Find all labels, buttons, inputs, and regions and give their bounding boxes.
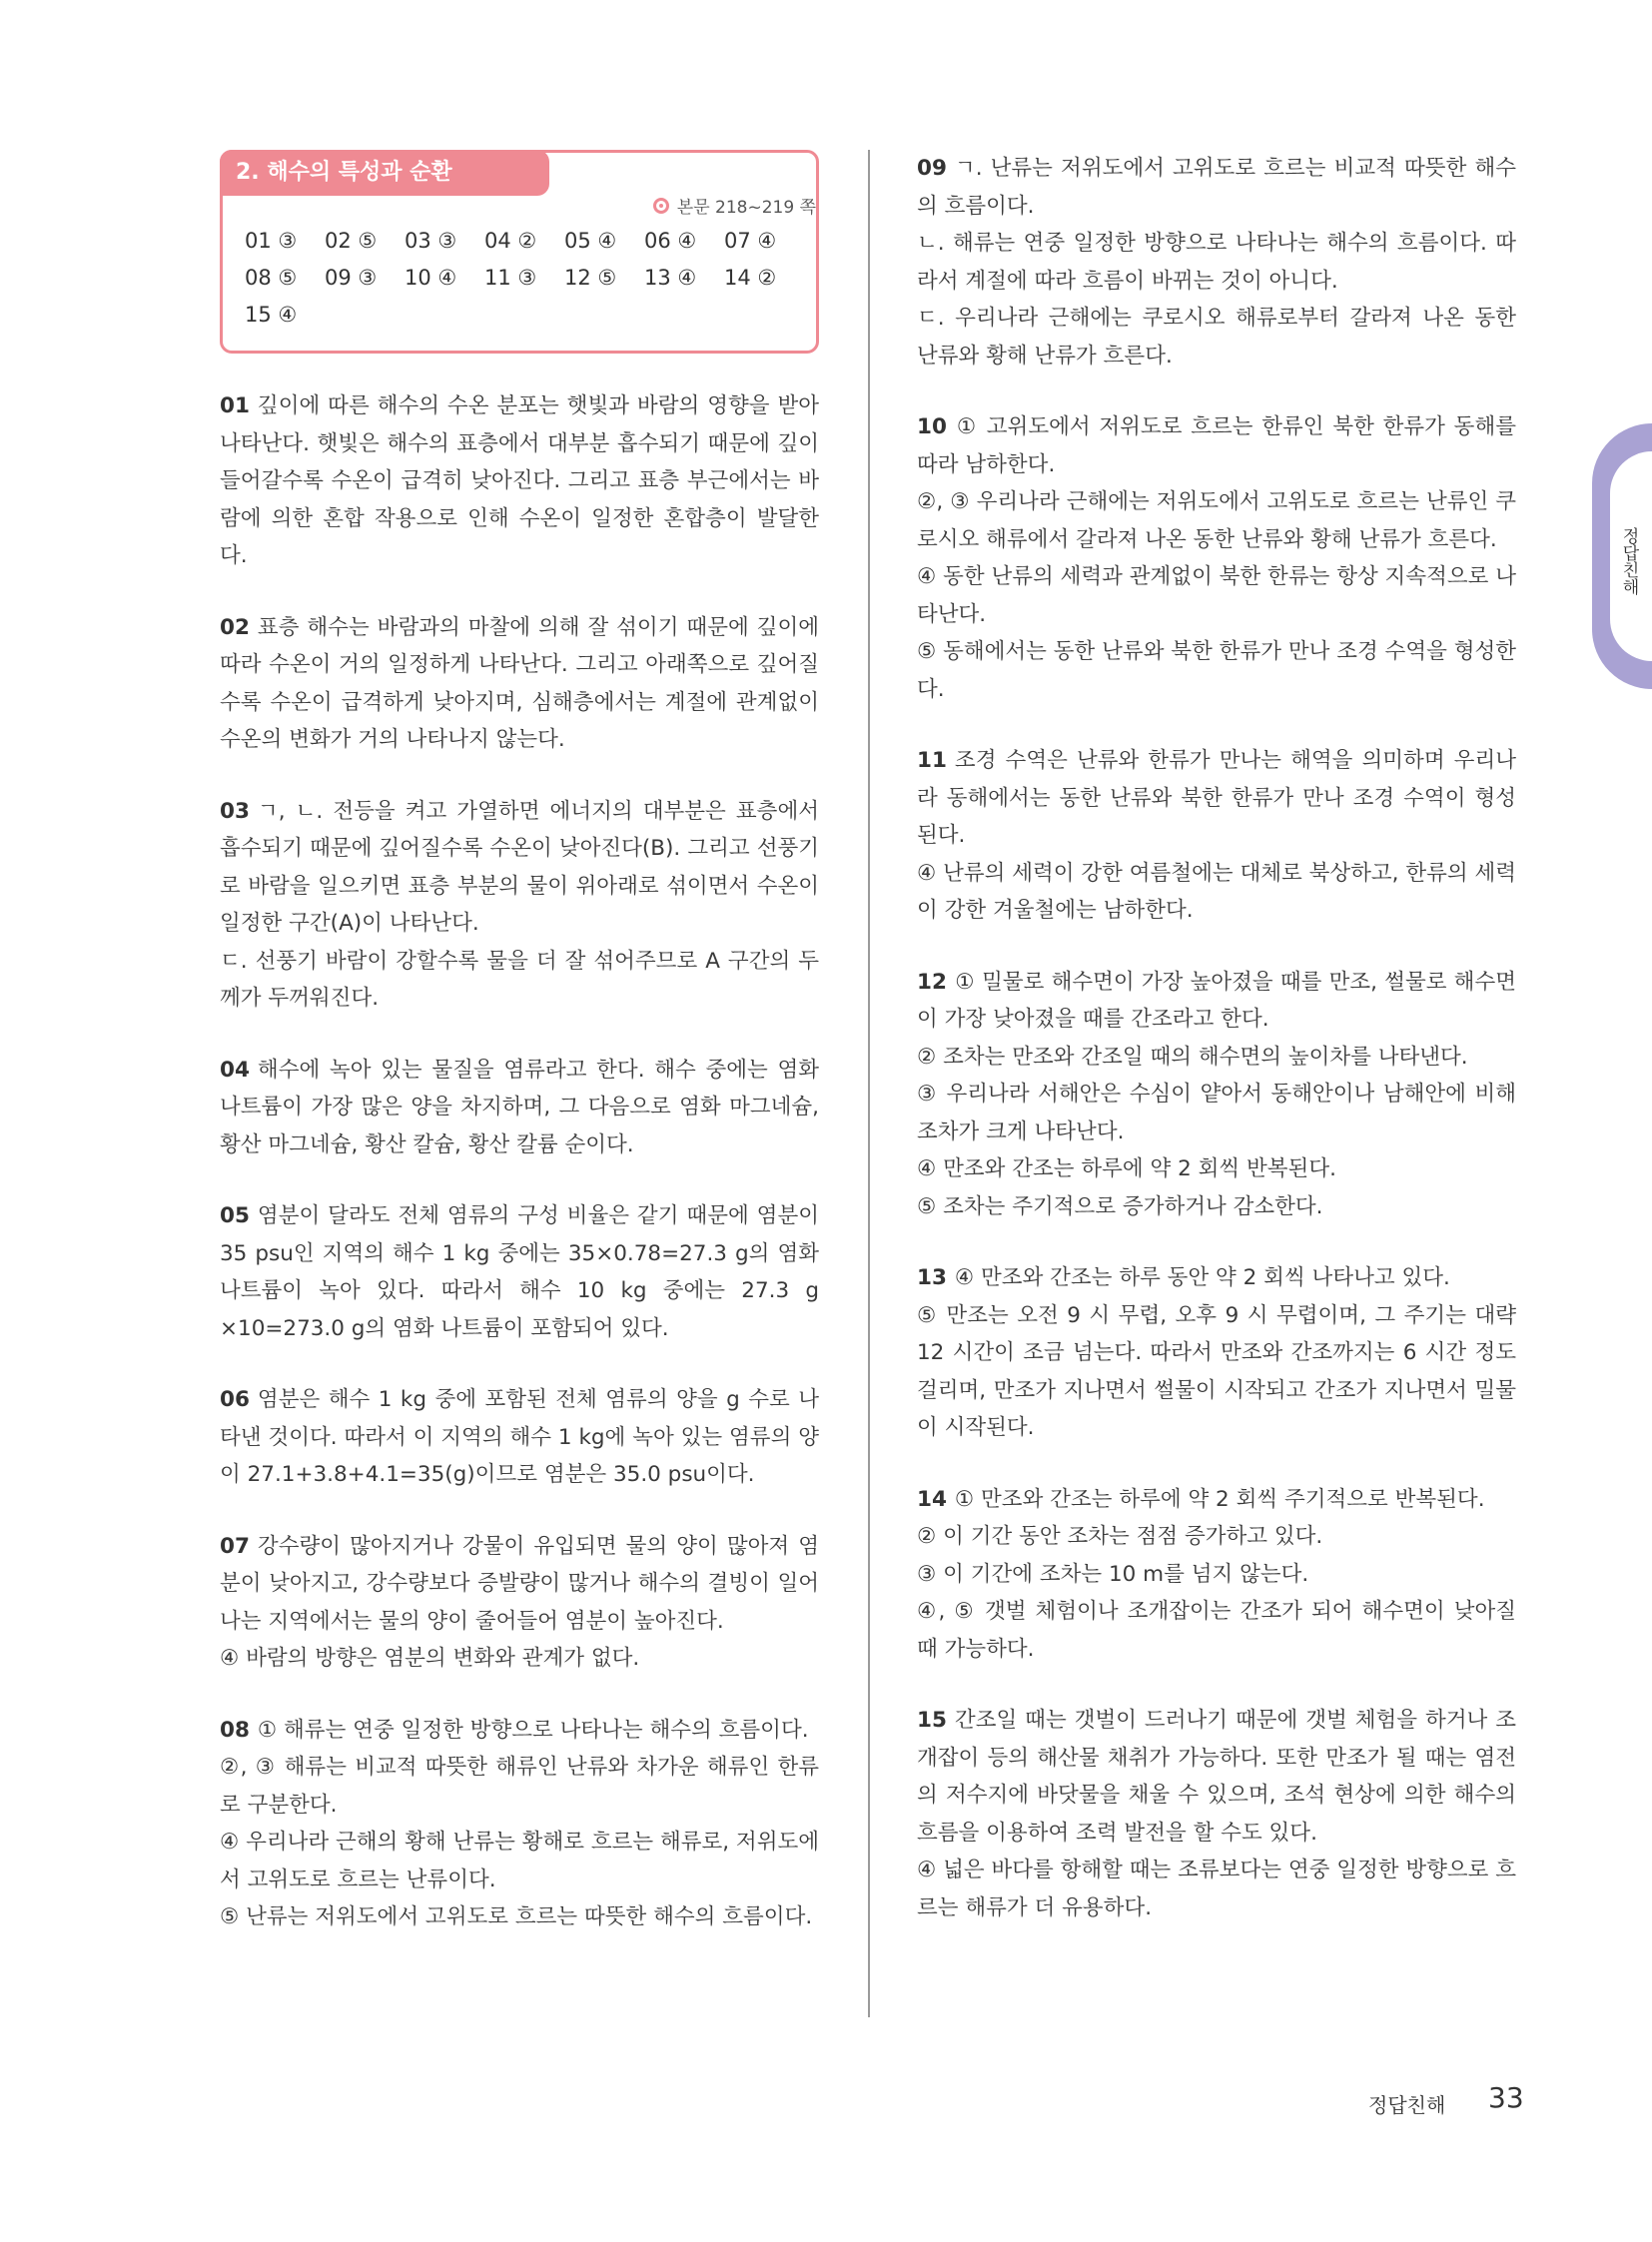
answer-entry: 13 ④ — [644, 266, 697, 290]
explanation-paragraph — [917, 1076, 1516, 1150]
explanation-text: 염분이 달라도 전체 염류의 구성 비율은 같기 때문에 염분이 35 psu인 지역의 해수 1 kg 중에는 35×0.78=27.3 g의 염화 나트륨이 녹아 있다. 따라서 해수 10 kg 중에는 27.3 g ×10=273.0 g의 염화 나트륨이 포함되어 있다. — [220, 1203, 819, 1341]
question-number: 04 — [220, 1057, 250, 1083]
explanation-text: ④ 동한 난류의 세력과 관계없이 북한 한류는 항상 지속적으로 나타난다. — [917, 564, 1517, 627]
answer-entry: 03 ③ — [405, 229, 457, 253]
explanation-text: 조경 수역은 난류와 한류가 만나는 해역을 의미하며 우리나라 동해에서는 동한 난류와 북한 한류가 만나 조경 수역이 형성된다. — [917, 748, 1516, 848]
answer-row — [245, 266, 804, 303]
explanation-text: ④ 넓은 바다를 항해할 때는 조류보다는 연중 일정한 방향으로 흐르는 해류가 더 유용하다. — [917, 1858, 1517, 1920]
bullet-icon — [653, 198, 669, 214]
explanation-paragraph — [220, 1898, 819, 1936]
question-number: 03 — [220, 798, 250, 824]
question-number: 14 — [917, 1486, 947, 1512]
answer-entry: 01 ③ — [245, 229, 298, 253]
explanation-list-left — [220, 387, 819, 1936]
explanation-text: ③ 이 기간에 조차는 10 m를 넘지 않는다. — [917, 1561, 1309, 1587]
answer-entry: 02 ⑤ — [325, 229, 378, 253]
explanation-paragraph — [917, 1481, 1516, 1519]
answer-entry: 08 ⑤ — [245, 266, 298, 290]
explanation-text: ① 밀물로 해수면이 가장 높아졌을 때를 만조, 썰물로 해수면이 가장 낮아졌을 때를 간조라고 한다. — [917, 969, 1516, 1032]
explanation-text: ④ 바람의 방향은 염분의 변화와 관계가 없다. — [220, 1646, 640, 1671]
question-number: 15 — [917, 1708, 947, 1733]
explanation-paragraph — [220, 1381, 819, 1494]
explanation-paragraph — [917, 1259, 1516, 1297]
explanation-paragraph — [917, 150, 1516, 225]
explanation-text: ㄷ. 선풍기 바람이 강할수록 물을 더 잘 섞어주므로 A 구간의 두께가 두꺼워진다. — [220, 948, 819, 1011]
explanation-paragraph — [917, 855, 1516, 930]
explanation-text: 강수량이 많아지거나 강물이 유입되면 물의 양이 많아져 염분이 낮아지고, 강수량보다 증발량이 많거나 해수의 결빙이 일어나는 지역에서는 물의 양이 줄어들어 염분이 높아진다. — [220, 1533, 819, 1634]
explanation-paragraph — [917, 742, 1516, 855]
explanation-item — [917, 964, 1516, 1226]
answer-entry: 14 ② — [724, 266, 777, 290]
explanation-item — [220, 793, 819, 1018]
explanation-paragraph — [220, 943, 819, 1018]
explanation-text: ㄱ, ㄴ. 전등을 켜고 가열하면 에너지의 대부분은 표층에서 흡수되기 때문에 깊어질수록 수온이 낮아진다(B). 그리고 선풍기로 바람을 일으키면 표층 부분의 물이 위아래로 섞이면서 수온이 일정한 구간(A)이 나타난다. — [220, 798, 819, 936]
explanation-text: ㄱ. 난류는 저위도에서 고위도로 흐르는 비교적 따뜻한 해수의 흐름이다. — [917, 156, 1516, 219]
explanation-text: ① 만조와 간조는 하루에 약 2 회씩 주기적으로 반복된다. — [954, 1486, 1485, 1512]
explanation-text: ① 해류는 연중 일정한 방향으로 나타나는 해수의 흐름이다. — [257, 1717, 809, 1743]
explanation-item — [220, 1712, 819, 1936]
explanation-text: ② 이 기간 동안 조차는 점점 증가하고 있다. — [917, 1524, 1323, 1549]
answer-entry: 11 ③ — [484, 266, 537, 290]
explanation-item — [917, 150, 1516, 374]
explanation-paragraph — [220, 1052, 819, 1164]
explanation-paragraph — [917, 300, 1516, 374]
side-tab-label: 정답친해 — [1618, 527, 1639, 595]
explanation-text: 염분은 해수 1 kg 중에 포함된 전체 염류의 양을 g 수로 나타낸 것이다. 따라서 이 지역의 해수 1 kg에 녹아 있는 염류의 양이 27.1+3.8+4.1=35(g)이므로 염분은 35.0 psu이다. — [220, 1387, 819, 1487]
explanation-item — [917, 408, 1516, 708]
explanation-text: ③ 우리나라 서해안은 수심이 얕아서 동해안이나 남해안에 비해 조차가 크게 나타난다. — [917, 1082, 1516, 1144]
explanation-paragraph — [917, 1150, 1516, 1188]
question-number: 09 — [917, 156, 947, 181]
answer-entry: 05 ④ — [564, 229, 617, 253]
explanation-paragraph — [220, 1712, 819, 1750]
explanation-paragraph — [220, 1749, 819, 1824]
answer-entry: 04 ② — [484, 229, 537, 253]
answer-row — [245, 303, 804, 340]
explanation-text: 해수에 녹아 있는 물질을 염류라고 한다. 해수 중에는 염화 나트륨이 가장 많은 양을 차지하며, 그 다음으로 염화 마그네슘, 황산 마그네슘, 황산 칼슘, 황산 칼륨 순이다. — [220, 1057, 819, 1157]
explanation-text: ②, ③ 우리나라 근해에는 저위도에서 고위도로 흐르는 난류인 쿠로시오 해류에서 갈라져 나온 동한 난류와 황해 난류가 흐른다. — [917, 489, 1516, 552]
explanation-text: ②, ③ 해류는 비교적 따뜻한 해류인 난류와 차가운 해류인 한류로 구분한다. — [220, 1755, 819, 1818]
explanation-paragraph — [917, 1518, 1516, 1556]
explanation-paragraph — [220, 1824, 819, 1898]
explanation-item — [220, 1528, 819, 1678]
question-number: 08 — [220, 1717, 250, 1743]
explanation-paragraph — [220, 1640, 819, 1678]
left-column — [220, 150, 819, 1936]
explanation-paragraph — [917, 1188, 1516, 1226]
explanation-paragraph — [917, 1297, 1516, 1447]
column-divider — [868, 150, 870, 2017]
explanation-paragraph — [917, 1852, 1516, 1926]
explanation-text: ⑤ 난류는 저위도에서 고위도로 흐르는 따뜻한 해수의 흐름이다. — [220, 1904, 813, 1929]
explanation-paragraph — [917, 483, 1516, 558]
explanation-paragraph — [220, 1197, 819, 1347]
explanation-paragraph — [917, 1556, 1516, 1594]
explanation-text: 깊이에 따른 해수의 수온 분포는 햇빛과 바람의 영향을 받아 나타난다. 햇빛은 해수의 표층에서 대부분 흡수되기 때문에 깊이 들어갈수록 수온이 급격히 낮아진다. 그리고 표층 부근에서는 바람에 의한 혼합 작용으로 인해 수온이 일정한 혼합층이 발달한다. — [220, 393, 819, 568]
answer-entry: 12 ⑤ — [564, 266, 617, 290]
explanation-text: ⑤ 만조는 오전 9 시 무렵, 오후 9 시 무렵이며, 그 주기는 대략 12 시간이 조금 넘는다. 따라서 만조와 간조까지는 6 시간 정도 걸리며, 만조가 지나면서 썰물이 시작되고 간조가 지나면서 밀물이 시작된다. — [917, 1302, 1516, 1440]
explanation-text: 표층 해수는 바람과의 마찰에 의해 잘 섞이기 때문에 깊이에 따라 수온이 거의 일정하게 나타난다. 그리고 아래쪽으로 깊어질수록 수온이 급격하게 낮아지며, 심해층에서는 계절에 관계없이 수온의 변화가 거의 나타나지 않는다. — [220, 614, 819, 752]
explanation-text: ⑤ 조차는 주기적으로 증가하거나 감소한다. — [917, 1193, 1323, 1219]
explanation-item — [220, 387, 819, 575]
explanation-text: ① 고위도에서 저위도로 흐르는 한류인 북한 한류가 동해를 따라 남하한다. — [917, 414, 1516, 477]
explanation-text: ㄴ. 해류는 연중 일정한 방향으로 나타나는 해수의 흐름이다. 따라서 계절에 따라 흐름이 바뀌는 것이 아니다. — [917, 231, 1516, 294]
explanation-text: ④ 만조와 간조는 하루에 약 2 회씩 반복된다. — [917, 1156, 1336, 1181]
answer-key-grid — [245, 229, 804, 340]
explanation-paragraph — [917, 633, 1516, 708]
explanation-text: ㄷ. 우리나라 근해에는 쿠로시오 해류로부터 갈라져 나온 동한 난류와 황해 난류가 흐른다. — [917, 306, 1516, 369]
explanation-text: ④, ⑤ 갯벌 체험이나 조개잡이는 간조가 되어 해수면이 낮아질 때 가능하다. — [917, 1599, 1516, 1662]
explanation-text: ② 조차는 만조와 간조일 때의 해수면의 높이차를 나타낸다. — [917, 1044, 1468, 1070]
explanation-item — [220, 1197, 819, 1347]
explanation-item — [917, 1702, 1516, 1926]
explanation-paragraph — [917, 225, 1516, 300]
question-number: 11 — [917, 748, 947, 773]
explanation-paragraph — [220, 1528, 819, 1641]
explanation-paragraph — [917, 1039, 1516, 1077]
answer-entry: 07 ④ — [724, 229, 777, 253]
explanation-paragraph — [220, 793, 819, 943]
answer-entry: 06 ④ — [644, 229, 697, 253]
section-title: 2. 해수의 특성과 순환 — [220, 150, 549, 196]
explanation-item — [220, 609, 819, 759]
answer-entry: 15 ④ — [245, 303, 298, 327]
right-column — [917, 150, 1516, 1926]
explanation-list-right — [917, 150, 1516, 1926]
page-reference-text: 본문 218~219 쪽 — [676, 198, 816, 218]
answer-summary-box — [220, 150, 819, 354]
explanation-paragraph — [220, 609, 819, 759]
question-number: 01 — [220, 393, 250, 418]
explanation-text: 간조일 때는 갯벌이 드러나기 때문에 갯벌 체험을 하거나 조개잡이 등의 해산물 채취가 가능하다. 또한 만조가 될 때는 염전의 저수지에 바닷물을 채울 수 있으며, 조석 현상에 의한 해수의 흐름을 이용하여 조력 발전을 할 수도 있다. — [917, 1708, 1516, 1846]
explanation-paragraph — [917, 964, 1516, 1039]
explanation-paragraph — [917, 558, 1516, 633]
explanation-text: ④ 우리나라 근해의 황해 난류는 황해로 흐르는 해류로, 저위도에서 고위도로 흐르는 난류이다. — [220, 1830, 820, 1892]
question-number: 13 — [917, 1265, 947, 1290]
footer-label: 정답친해 — [1368, 2093, 1446, 2117]
explanation-item — [917, 1481, 1516, 1669]
answer-row — [245, 229, 804, 266]
question-number: 07 — [220, 1533, 250, 1559]
explanation-item — [917, 742, 1516, 930]
explanation-item — [220, 1052, 819, 1164]
explanation-text: ⑤ 동해에서는 동한 난류와 북한 한류가 만나 조경 수역을 형성한다. — [917, 639, 1517, 702]
question-number: 12 — [917, 969, 947, 995]
question-number: 05 — [220, 1203, 250, 1228]
page-number: 33 — [1488, 2081, 1524, 2114]
explanation-item — [917, 1259, 1516, 1447]
explanation-text: ④ 난류의 세력이 강한 여름철에는 대체로 북상하고, 한류의 세력이 강한 겨울철에는 남하한다. — [917, 860, 1517, 923]
question-number: 10 — [917, 414, 947, 439]
explanation-text: ④ 만조와 간조는 하루 동안 약 2 회씩 나타나고 있다. — [954, 1265, 1450, 1290]
explanation-paragraph — [917, 408, 1516, 483]
question-number: 06 — [220, 1387, 250, 1412]
page-reference — [653, 193, 816, 218]
explanation-item — [220, 1381, 819, 1494]
answer-entry: 09 ③ — [325, 266, 378, 290]
explanation-paragraph — [917, 1593, 1516, 1668]
question-number: 02 — [220, 614, 250, 640]
explanation-paragraph — [220, 387, 819, 575]
answer-entry: 10 ④ — [405, 266, 457, 290]
explanation-paragraph — [917, 1702, 1516, 1852]
